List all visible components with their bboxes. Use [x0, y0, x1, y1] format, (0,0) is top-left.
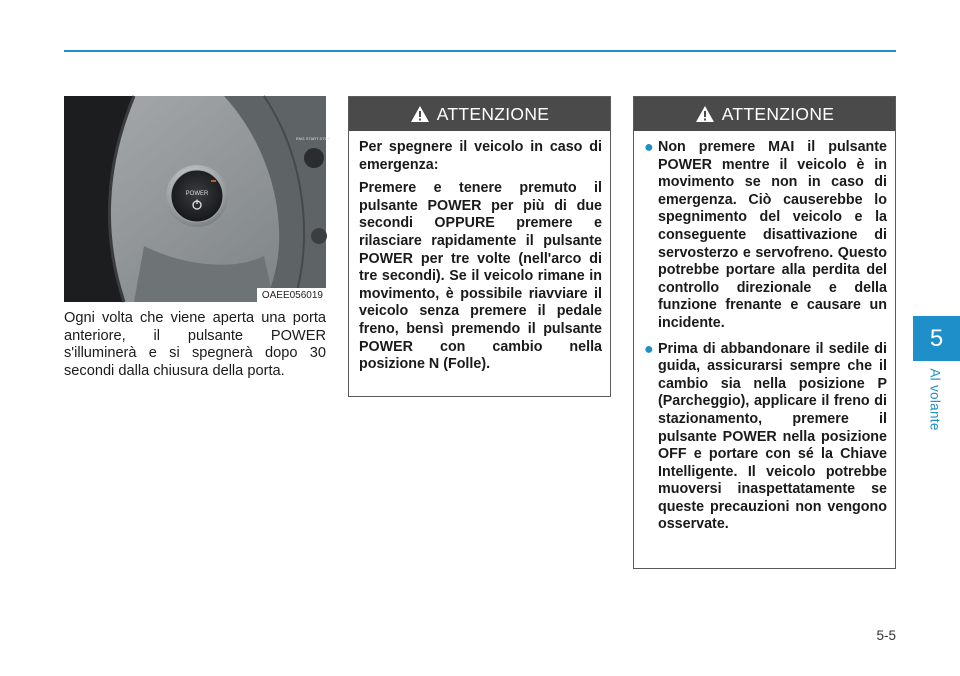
bullet-icon: ●	[644, 340, 654, 358]
warning-title: ATTENZIONE	[436, 103, 550, 124]
page-number: 5-5	[876, 628, 896, 643]
list-item-text: Prima di abbandonare il sedile di guida, assicurarsi sempre che il cambio sia nella posizione P (Parcheggio), applicare il freno di stazionamento, premere il pulsante POWER nella posizione OFF e portare con sé la Chiave Intelligente. Il veicolo potrebbe muoversi inaspettatamente se queste precauzioni non vengono osservate.	[658, 340, 887, 533]
warning-triangle-icon	[695, 105, 715, 123]
list-item	[644, 341, 887, 535]
list-item	[644, 139, 887, 333]
bullet-icon: ●	[644, 139, 654, 156]
chapter-title	[914, 364, 956, 434]
list-item-text: Non premere MAI il pulsante POWER mentre il veicolo è in movimento se non in caso di emergenza. Ciò causerebbe lo spegnimento del veicolo e la conseguente disattivazione di servosterzo e servofreno. Questo potrebbe portare alla perdita del controllo direzionale e della funzione frenante e causare un incidente.	[658, 139, 887, 331]
power-light-paragraph: Ogni volta che viene aperta una porta anteriore, il pulsante POWER s'illuminerà e si spegnerà dopo 30 secondi dalla chiusura della porta.	[64, 310, 326, 379]
header-rule	[64, 50, 896, 52]
warning-paragraph: Premere e tenere premuto il pulsante POWER per più di due secondi OPPURE premere e rilasciare rapidamente il pulsante POWER per tre volte (nell'arco di tre secondi). Se il veicolo rimane in movimento, è possibile riavviare il veicolo senza premere il pedale freno, bensì premendo il pulsante POWER con cambio nella posizione N (Folle).	[359, 180, 602, 373]
side-switch-text: ENG START STOP	[296, 136, 331, 141]
warning-list	[644, 139, 887, 534]
warning-header	[349, 97, 610, 131]
power-button-text: POWER	[185, 191, 209, 197]
warning-box-driving	[633, 96, 896, 569]
warning-triangle-icon	[410, 105, 430, 123]
warning-paragraph: Per spegnere il veicolo in caso di emergenza:	[359, 139, 602, 173]
power-button-photo	[64, 96, 331, 302]
chapter-title-text: Al volante	[927, 367, 943, 431]
warning-title: ATTENZIONE	[721, 103, 835, 124]
warning-header	[634, 97, 895, 131]
dashboard-illustration	[64, 96, 331, 302]
image-code: OAEE056019	[257, 288, 326, 302]
warning-box-emergency	[348, 96, 611, 397]
chapter-number-tab: 5	[913, 316, 960, 361]
